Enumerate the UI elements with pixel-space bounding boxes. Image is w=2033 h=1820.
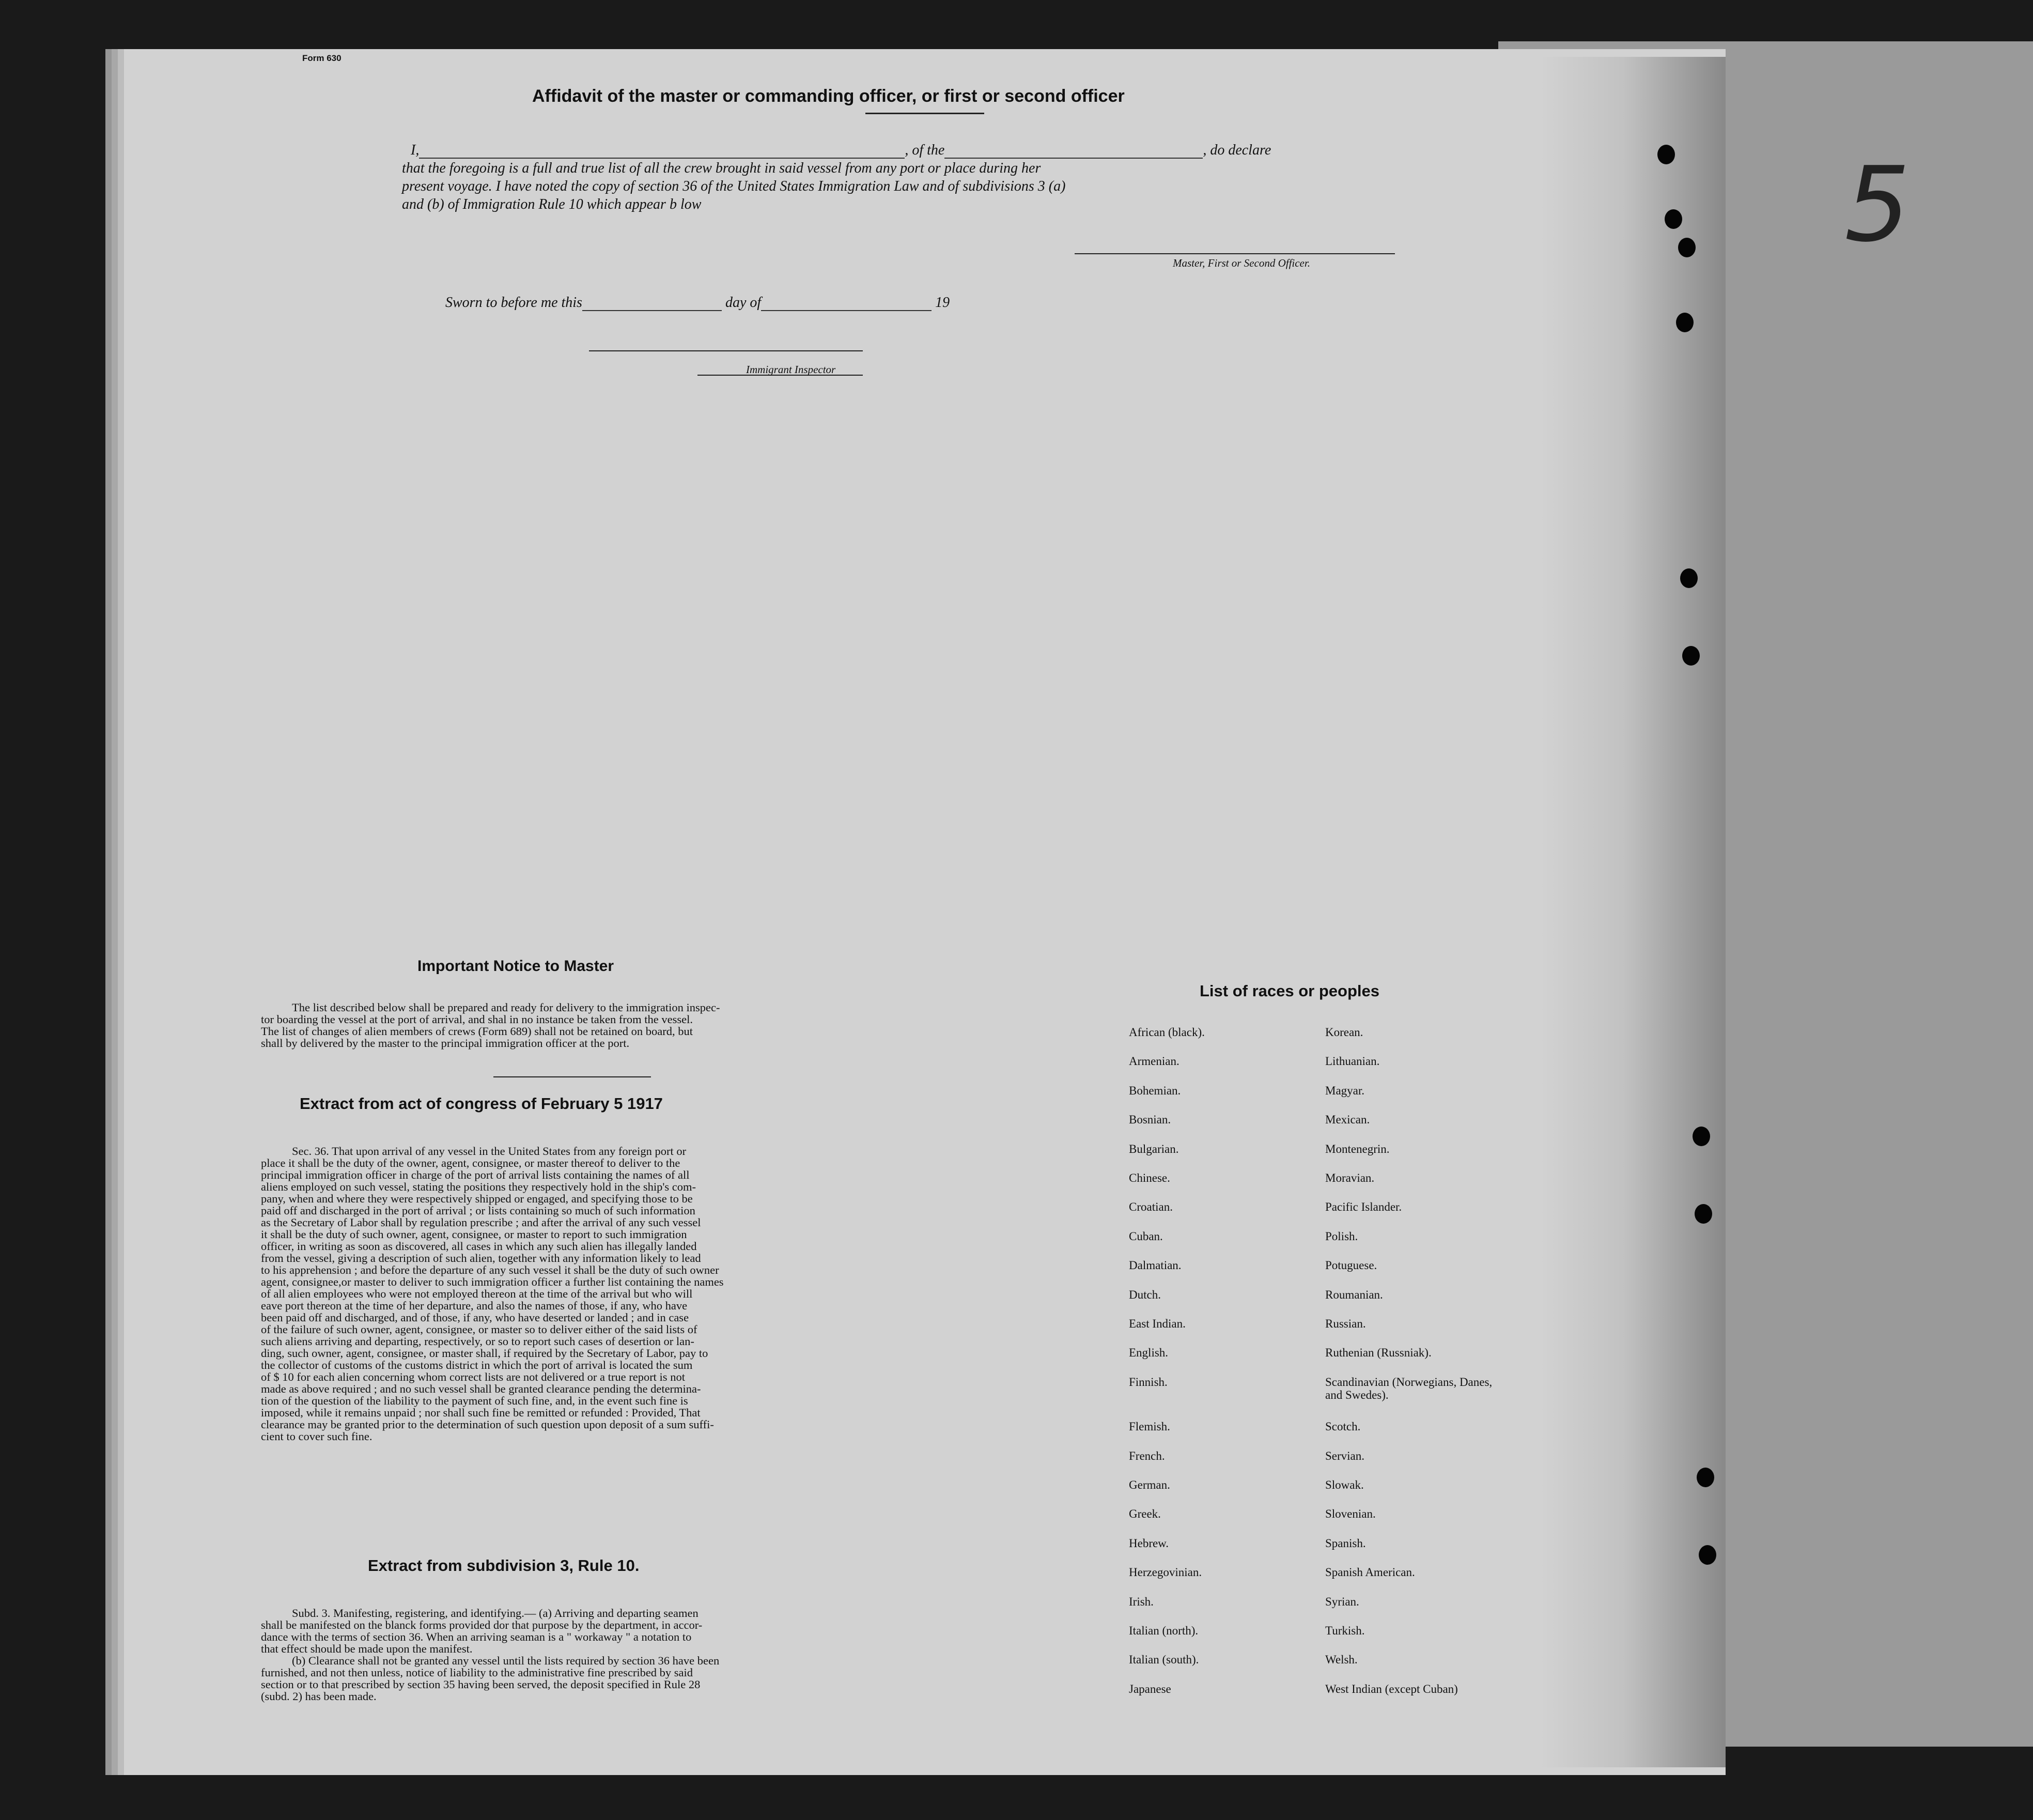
subdivision-3-text: Subd. 3. Manifesting, registering, and identifying.— (a) Arriving and departing seamen shall be manifested on the blanck forms provided dor that purpose by the department, in accor- dance with the terms of section 36. When an arriving seaman is a " workaway " a notation to that effect should be made upon the manifest. (b) Clearance shall not be granted any vessel until the lists required by section 36 have been furnished, and not then unless, notice of liability to the administrative fine prescribed by said section or to that prescribed by section 35 having been served, the deposit specified in Rule 28 (subd. 2) has been made.	[261, 1607, 720, 1703]
handwritten-page-number: 5	[1844, 145, 1911, 265]
race-item: Syrian.	[1325, 1595, 1359, 1608]
race-item: Lithuanian.	[1325, 1055, 1380, 1068]
binding-hole	[1695, 1204, 1712, 1224]
race-item: French.	[1129, 1449, 1165, 1462]
race-item: Hebrew.	[1129, 1536, 1169, 1550]
extract-rule-title: Extract from subdivision 3, Rule 10.	[368, 1556, 640, 1575]
race-item: Polish.	[1325, 1229, 1358, 1243]
section-36-text: Sec. 36. That upon arrival of any vessel in the United States from any foreign port or place it shall be the duty of the owner, agent, consignee, or master thereof to deliver to the principal immigration officer in charge of the port of arrival lists containing the names of all aliens employed on such vessel, stating the positions they respectively hold in the ship's com- pany, when and where they were respectively shipped or engaged, and specifying those to be paid off and discharged in the port of arrival ; or lists containing so much of such information as the Secretary of Labor shall by regulation prescribe ; and after the arrival of any such vessel it shall be the duty of such owner, agent, consignee, or master to report to such immigration officer, in writing as soon as discovered, all cases in which any such alien has illegally landed from the vessel, giving a description of such alien, together with any information likely to lead to his apprehension ; and before the departure of any such vessel it shall be the duty of such owner agent, consignee,or master to deliver to such immigration officer a further list containing the names of all alien employees who were not employed thereon at the time of the arrival but who will eave port thereon at the time of her departure, and also the names of those, if any, who have been paid off and discharged, and of those, if any, who have deserted or landed ; and in case of the failure of such owner, agent, consignee, or master so to deliver either of the said lists of such aliens arriving and departing, respectively, or so to report such cases of desertion or lan- ding, such owner, agent, consignee, or master shall, if required by the Secretary of Labor, pay to the collector of customs of the customs district in which the port of arrival is located the sum of $ 10 for each alien concerning whom correct lists are not delivered or a true report is not made as above required ; and no such vessel shall be granted clearance pending the determina- tion of the question of the liability to the payment of such fine, and, in the event such fine is imposed, while it remains unpaid ; nor shall such fine be remitted or refunded : Provided, That clearance may be granted prior to the determination of such question upon deposit of a sum suffi- cient to cover such fine.	[261, 1145, 724, 1443]
race-item: East Indian.	[1129, 1317, 1186, 1330]
race-item: Potuguese.	[1325, 1259, 1377, 1272]
race-item: Korean.	[1325, 1026, 1363, 1039]
race-item: Roumanian.	[1325, 1288, 1383, 1301]
race-item: Moravian.	[1325, 1171, 1375, 1184]
race-item: Greek.	[1129, 1507, 1161, 1521]
affidavit-title: Affidavit of the master or commanding officer, or first or second officer	[532, 86, 1125, 106]
inspector-signature-line	[589, 350, 863, 351]
races-title: List of races or peoples	[1200, 982, 1379, 1000]
race-item: Pacific Islander.	[1325, 1200, 1402, 1214]
affidavit-line-1: I, , of the , do declare	[411, 142, 1271, 158]
race-item: Mexican.	[1325, 1113, 1370, 1127]
race-item: Russian.	[1325, 1317, 1366, 1330]
binding-hole	[1699, 1545, 1716, 1565]
master-signature-line	[1075, 253, 1395, 254]
race-item: Croatian.	[1129, 1200, 1173, 1214]
race-item: Bulgarian.	[1129, 1142, 1179, 1155]
race-item: Slowak.	[1325, 1478, 1364, 1491]
race-item: Japanese	[1129, 1682, 1171, 1695]
race-item: Welsh.	[1325, 1653, 1358, 1667]
race-item: Herzegovinian.	[1129, 1566, 1202, 1579]
notice-title: Important Notice to Master	[417, 958, 614, 975]
extract-act-title: Extract from act of congress of February 5 1917	[300, 1094, 663, 1113]
title-rule	[865, 113, 984, 114]
race-item: Cuban.	[1129, 1229, 1163, 1243]
binding-hole	[1665, 209, 1682, 229]
form-number: Form 630	[302, 53, 342, 63]
affidavit-line-4: and (b) of Immigration Rule 10 which appear b low	[402, 196, 702, 212]
race-item: Spanish.	[1325, 1536, 1366, 1550]
affidavit-line-3: present voyage. I have noted the copy of section 36 of the United States Immigration Law and of subdivisions 3 (a)	[402, 178, 1066, 194]
race-item: Irish.	[1129, 1595, 1154, 1608]
master-signature-label: Master, First or Second Officer.	[1173, 257, 1310, 269]
race-item: Spanish American.	[1325, 1566, 1415, 1579]
race-item: Italian (south).	[1129, 1653, 1199, 1667]
binding-hole	[1697, 1468, 1714, 1487]
notice-text: The list described below shall be prepared and ready for delivery to the immigration inspec- tor boarding the vessel at the port of arrival, and shal in no instance be taken from the vessel. The list of changes of alien members of crews (Form 689) shall not be retained on board, but shall by delivered by the master to the principal immigration officer at the port.	[261, 1001, 720, 1050]
notice-rule	[493, 1076, 651, 1077]
binding-hole	[1693, 1127, 1710, 1146]
race-item: Bohemian.	[1129, 1084, 1181, 1097]
race-item: Scotch.	[1325, 1420, 1361, 1433]
race-item: Flemish.	[1129, 1420, 1170, 1433]
race-item: Finnish.	[1129, 1375, 1168, 1389]
race-item: Magyar.	[1325, 1084, 1365, 1097]
sworn-line: Sworn to before me this day of 19	[445, 295, 950, 311]
race-item: West Indian (except Cuban)	[1325, 1682, 1458, 1695]
race-item: Scandinavian (Norwegians, Danes, and Swedes).	[1325, 1375, 1493, 1401]
race-item: African (black).	[1129, 1026, 1205, 1039]
affidavit-line-2: that the foregoing is a full and true list of all the crew brought in said vessel from any port or place during her	[402, 160, 1041, 176]
race-item: Chinese.	[1129, 1171, 1170, 1184]
binding-hole	[1678, 238, 1696, 257]
race-item: Servian.	[1325, 1449, 1365, 1462]
race-item: English.	[1129, 1346, 1169, 1360]
binding-hole	[1676, 313, 1694, 332]
race-item: German.	[1129, 1478, 1170, 1491]
binding-hole	[1680, 568, 1698, 588]
page-fold-shadow	[1540, 57, 1726, 1767]
race-item: Bosnian.	[1129, 1113, 1171, 1127]
race-item: Ruthenian (Russniak).	[1325, 1346, 1432, 1360]
inspector-label: Immigrant Inspector	[746, 363, 836, 376]
race-item: Armenian.	[1129, 1055, 1180, 1068]
race-item: Turkish.	[1325, 1624, 1365, 1637]
binding-hole	[1682, 646, 1700, 666]
race-item: Montenegrin.	[1325, 1142, 1390, 1155]
race-item: Dalmatian.	[1129, 1259, 1182, 1272]
race-item: Slovenian.	[1325, 1507, 1376, 1521]
race-item: Italian (north).	[1129, 1624, 1199, 1637]
binding-hole	[1657, 145, 1675, 164]
race-item: Dutch.	[1129, 1288, 1161, 1301]
